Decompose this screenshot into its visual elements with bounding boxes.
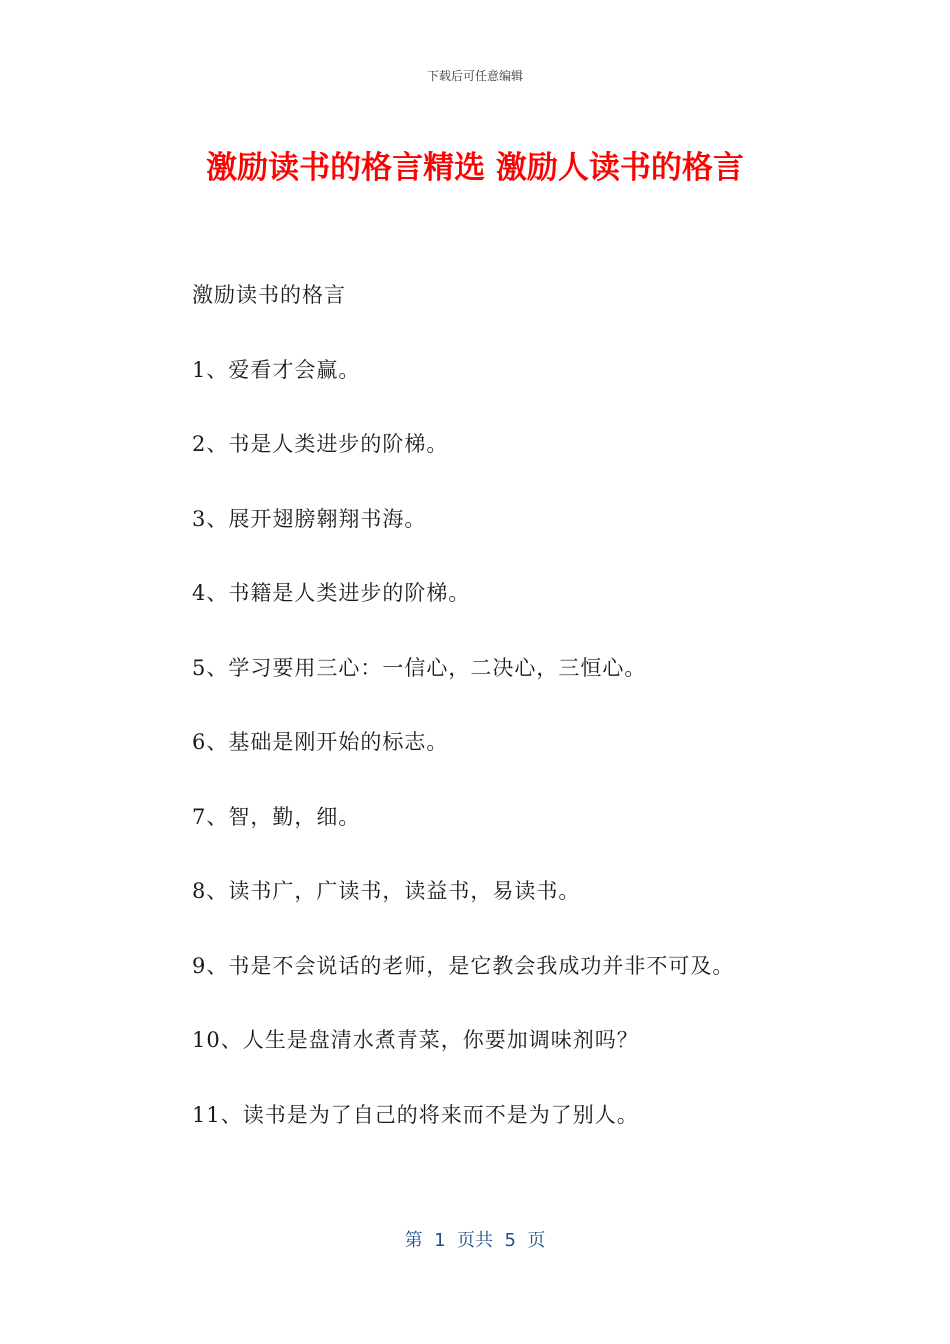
list-item: 3、展开翅膀翱翔书海。 bbox=[192, 506, 427, 531]
list-item: 8、读书广，广读书，读益书，易读书。 bbox=[192, 879, 581, 903]
document-title: 激励读书的格言精选 激励人读书的格言 bbox=[206, 150, 744, 186]
list-item: 2、书是人类进步的阶梯。 bbox=[192, 432, 449, 456]
list-item: 7、智，勤，细。 bbox=[192, 804, 361, 829]
page-header-note: 下载后可任意编辑 bbox=[426, 69, 523, 83]
list-item: 9、书是不会说话的老师，是它教会我成功并非不可及。 bbox=[192, 953, 735, 978]
list-item: 6、基础是刚开始的标志。 bbox=[192, 730, 449, 754]
list-item: 5、学习要用三心：一信心，二决心，三恒心。 bbox=[192, 655, 647, 680]
list-item: 4、书籍是人类进步的阶梯。 bbox=[192, 581, 471, 605]
list-item: 1、爱看才会赢。 bbox=[192, 357, 361, 382]
list-item: 10、人生是盘清水煮青菜，你要加调味剂吗？ bbox=[192, 1028, 639, 1052]
document-body bbox=[192, 278, 832, 1172]
section-heading: 激励读书的格言 bbox=[192, 283, 346, 307]
list-item: 11、读书是为了自己的将来而不是为了别人。 bbox=[192, 1102, 639, 1127]
page-number-footer: 第 1 页共 5 页 bbox=[404, 1230, 546, 1251]
